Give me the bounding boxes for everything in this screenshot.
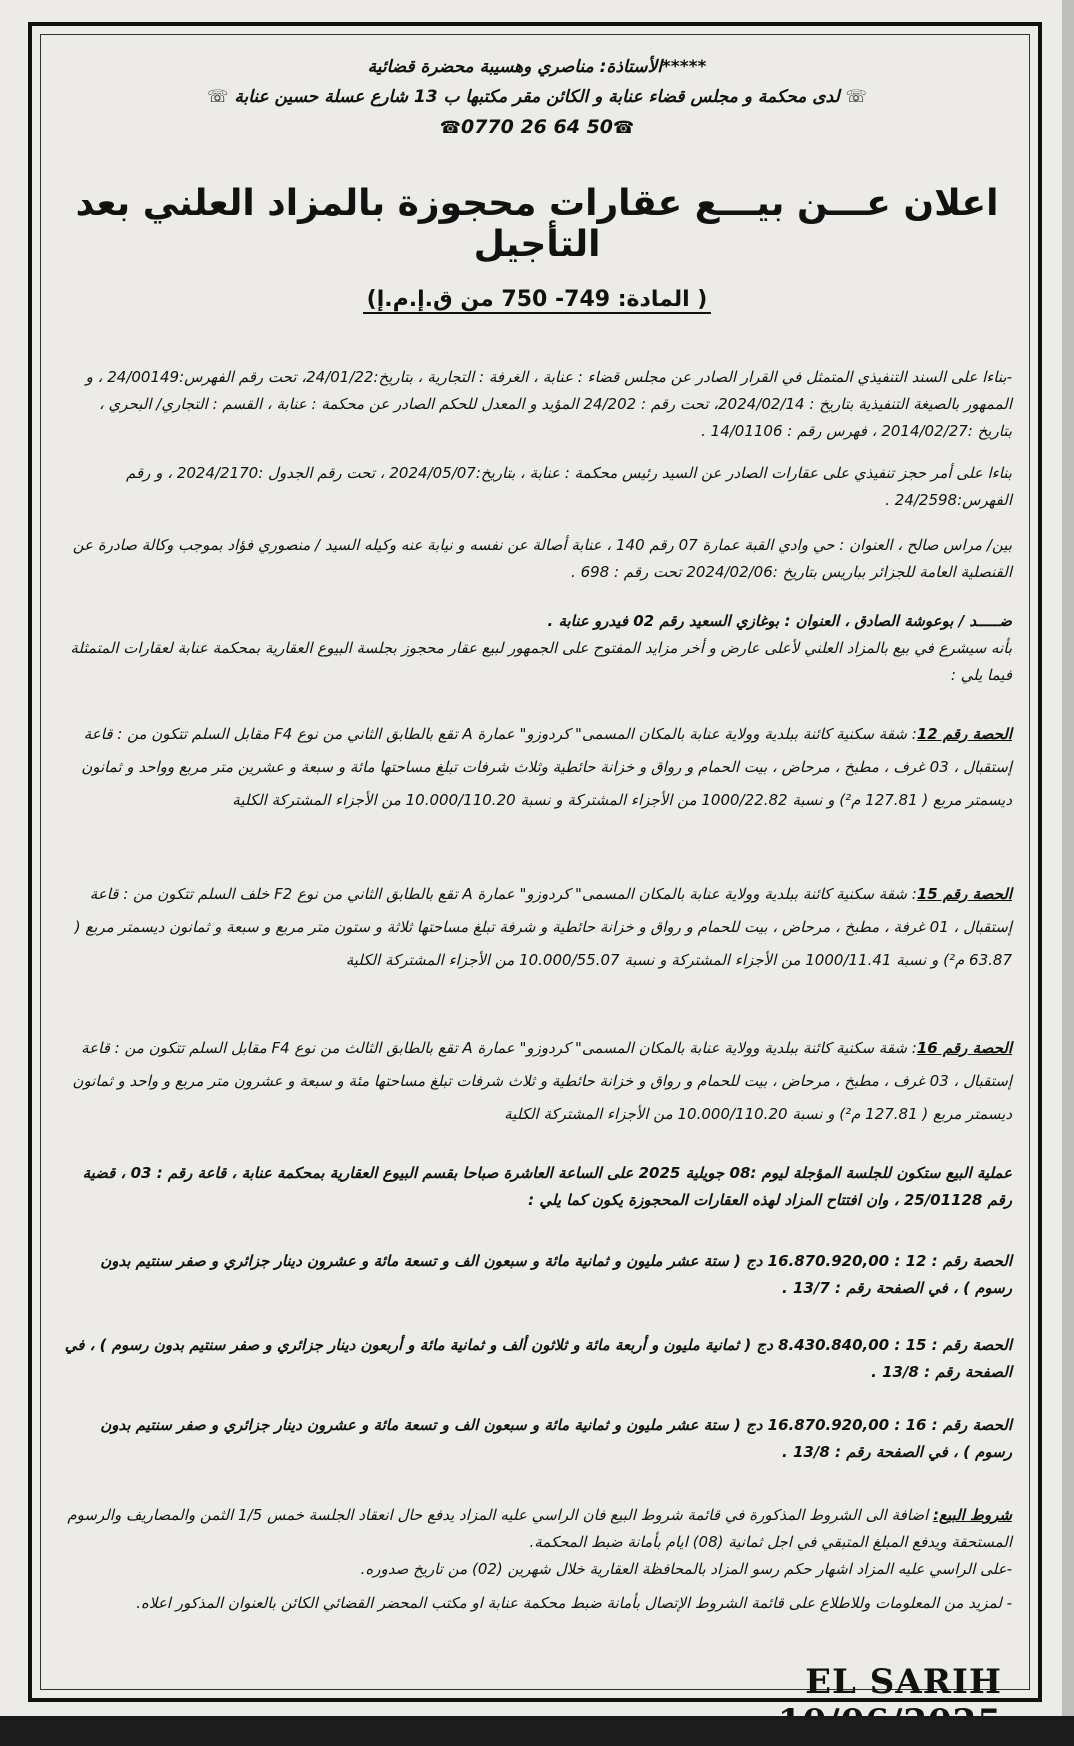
sale-conditions-label: شروط البيع: (933, 1506, 1012, 1524)
paragraph-parties (62, 532, 1012, 586)
sale-session-text: عملية البيع ستكون للجلسة المؤجلة ليوم :08 جويلية 2025 على الساعة العاشرة صباحا بقسم البيوع العقارية بمحكمة عنابة ، قاعة رقم : 03 ، قضية رقم 25/01128 ، وان افتتاح المزاد لهذه العقارات المحجوزة يكون كما يلي : (82, 1164, 1012, 1209)
adjacent-page-strip (1062, 0, 1074, 1746)
lot-16-text (62, 1032, 1012, 1131)
sale-conditions-body: اضافة الى الشروط المذكورة في قائمة شروط البيع فان الراسي عليه المزاد يدفع حال انعقاد الجلسة خمس 1/5 الثمن والمصاريف والرسوم المستحقة ويدفع المبلغ المتبقي في اجل ثمانية (08) ايام بأمانة ضبط المحكمة. (67, 1506, 1012, 1551)
lot-16-description (62, 1032, 1012, 1131)
lot-12-description (62, 718, 1012, 817)
bailiff-name: *****الأستاذة: مناصري وهسيبة محضرة قضائية (367, 57, 707, 77)
sale-conditions (62, 1502, 1012, 1583)
notice-title: اعلان عـــن بيـــع عقارات محجوزة بالمزاد العلني بعد التأجيل (75, 183, 999, 265)
price-lot-12-text: الحصة رقم : 12 : 16.870.920,00 دج ( ستة عشر مليون و ثمانية مائة و سبعون الف و تسعة مائة و عشرون دينار جزائري و صفر سنتيم بدون رسوم ) ، في الصفحة رقم : 13/7 . (100, 1252, 1012, 1297)
price-lot-16-text: الحصة رقم : 16 : 16.870.920,00 دج ( ستة عشر مليون و ثمانية مائة و سبعون الف و تسعة مائة و عشرون دينار جزائري و صفر سنتيم بدون رسوم ) ، في الصفحة رقم : 13/8 . (100, 1416, 1012, 1461)
bailiff-address (62, 82, 1012, 112)
legal-article (62, 287, 1012, 312)
lot-15-text (62, 878, 1012, 977)
sale-conditions-text (62, 1502, 1012, 1556)
price-lot-15-text: الحصة رقم : 15 : 8.430.840,00 دج ( ثمانية مليون و أربعة مائة و ثلاثون ألف و ثمانية مائة و أربعون دينار جزائري و صفر سنتيم بدون رسوم ) ، في الصفحة رقم : 13/8 . (64, 1336, 1012, 1381)
paragraph-seizure-order (62, 460, 1012, 514)
newspaper-footer: EL SARIH (805, 1662, 1002, 1702)
lot-12-text (62, 718, 1012, 817)
lot-12-label: الحصة رقم 12 (916, 725, 1012, 743)
phone-icon-3: ☎ (613, 118, 635, 138)
paragraph-against (62, 608, 1012, 689)
sale-conditions-publicity: -على الراسي عليه المزاد اشهار حكم رسو المزاد بالمحافظة العقارية خلال شهرين (02) من تاريخ صدوره. (360, 1560, 1012, 1578)
defendant-line: ضـــــد / بوعوشة الصادق ، العنوان : بوغازي السعيد رقم 02 فيدرو عنابة . (547, 612, 1012, 630)
page-bottom-bar (0, 1716, 1074, 1746)
bailiff-address-text: لدى محكمة و مجلس قضاء عنابة و الكائن مقر مكتبها ب 13 شارع عسلة حسين عنابة (234, 87, 840, 107)
lot-15-body: : شقة سكنية كائنة ببلدية وولاية عنابة بالمكان المسمى" كردوزو" عمارة A تقع بالطابق الثاني من نوع F2 خلف السلم تتكون من : قاعة إستقبال ، 01 غرفة ، مطبخ ، مرحاض ، بيت للحمام و رواق و خزانة حائطية و شرفة تبلغ مساحتها ثلاثة و ستون متر مربع و سبعة و ثمانون ديسمتر مربع ( 63.87 م²) و نسبة 1000/11.41 من الأجزاء المشتركة و نسبة 10.000/55.07 من الأجزاء المشتركة الكلية (74, 885, 1012, 969)
more-information-text: - لمزيد من المعلومات وللاطلاع على قائمة الشروط الإتصال بأمانة ضبط محكمة عنابة او مكتب المحضر القضائي الكائن بالعنوان المذكور اعلاه. (136, 1594, 1012, 1612)
legal-article-text: ( المادة: 749- 750 من ق.إ.م.إ) (363, 287, 712, 314)
paragraph-text: بناءا على أمر حجز تنفيذي على عقارات الصادر عن السيد رئيس محكمة : عنابة ، بتاريخ:2024/05/07 ، تحت رقم الجدول :2024/2170 ، و رقم الفهرس:24/2598 . (126, 464, 1012, 509)
phone-icon: ☏ (845, 87, 867, 107)
notice-content (62, 52, 1012, 1612)
bailiff-header (62, 52, 1012, 143)
auction-announcement: بأنه سيشرع في بيع بالمزاد العلني لأعلى عارض و أخر مزايد المفتوح على الجمهور لبيع عقار محجوز بجلسة البيوع العقارية بمحكمة عنابة لعقارات المتمثلة فيما يلي : (70, 639, 1012, 684)
bailiff-phone (62, 112, 1012, 143)
more-information (62, 1590, 1012, 1617)
paragraph-text: بين/ مراس صالح ، العنوان : حي وادي القبة عمارة 07 رقم 140 ، عنابة أصالة عن نفسه و نيابة عنه وكيله السيد / منصوري فؤاد بموجب وكالة صادرة عن القنصلية العامة للجزائر بباريس بتاريخ :2024/02/06 تحت رقم : 698 . (72, 536, 1012, 581)
paragraph-enforcement-title (62, 364, 1012, 445)
lot-15-description (62, 878, 1012, 977)
lot-15-label: الحصة رقم 15 (916, 885, 1012, 903)
price-lot-16 (62, 1412, 1012, 1466)
price-lot-12 (62, 1248, 1012, 1302)
lot-16-label: الحصة رقم 16 (916, 1039, 1012, 1057)
paragraph-text: -بناءا على السند التنفيذي المتمثل في القرار الصادر عن مجلس قضاء : عنابة ، الغرفة : التجارية ، بتاريخ:24/01/22، تحت رقم الفهرس:24/00149 ، و الممهور بالصيغة التنفيذية بتاريخ : 2024/02/14، تحت رقم : 24/202 المؤيد و المعدل للحكم الصادر عن محكمة : عنابة ، القسم : التجاري/ البحري ، بتاريخ :2014/02/27 ، فهرس رقم : 14/01106 . (85, 368, 1012, 440)
phone-icon-2: ☏ (207, 87, 229, 107)
phone-number: 0770 26 64 50 (460, 116, 614, 138)
phone-icon-4: ☎ (439, 118, 461, 138)
sale-session (62, 1160, 1012, 1214)
price-lot-15 (62, 1332, 1012, 1386)
lot-16-body: : شقة سكنية كائنة ببلدية وولاية عنابة بالمكان المسمى" كردوزو" عمارة A تقع بالطابق الثالث من نوع F4 مقابل السلم تتكون من : قاعة إستقبال ، 03 غرف ، مطبخ ، مرحاض ، بيت للحمام و رواق و خزانة حائطية و ثلاث شرفات تبلغ مساحتها مئة و سبعة و عشرون متر مربع و واحد و ثمانون ديسمتر مربع ( 127.81 م²) و نسبة 10.000/110.20 من الأجزاء المشتركة الكلية (72, 1039, 1012, 1123)
lot-12-body: : شقة سكنية كائنة ببلدية وولاية عنابة بالمكان المسمى" كردوزو" عمارة A تقع بالطابق الثاني من نوع F4 مقابل السلم تتكون من : قاعة إستقبال ، 03 غرف ، مطبخ ، مرحاض ، بيت الحمام و رواق و خزانة حائطية وثلاث شرفات تبلغ مساحتها مائة و سبعة و عشرين متر مربع وواحد و ثمانون ديسمتر مربع ( 127.81 م²) و نسبة 1000/22.82 من الأجزاء المشتركة و نسبة 10.000/110.20 من الأجزاء المشتركة الكلية (81, 725, 1012, 809)
